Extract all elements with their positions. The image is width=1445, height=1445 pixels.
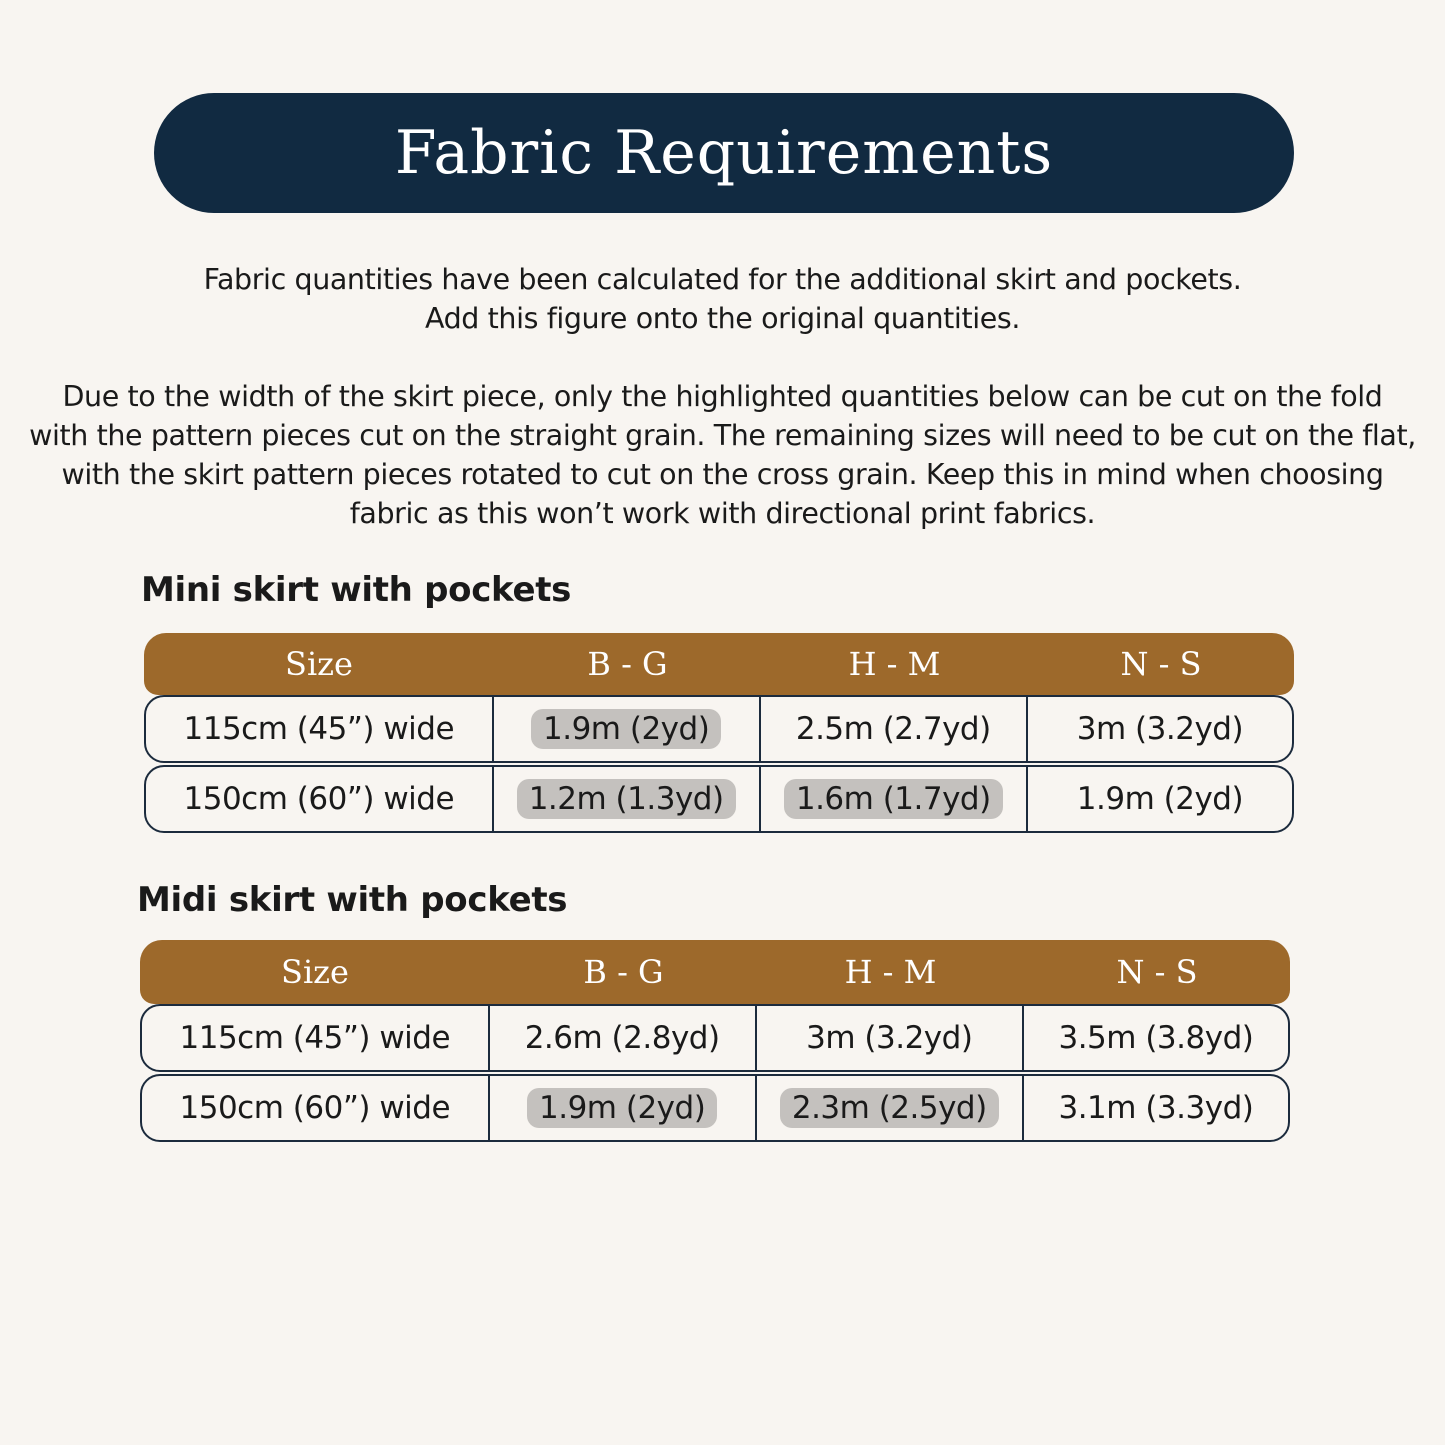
intro-line: Fabric quantities have been calculated for the additional skirt and pockets. [203,263,1242,296]
table-row [144,765,1294,833]
midi-fabric-table [140,940,1290,1142]
row-label: 115cm (45”) wide [183,711,455,747]
row-label: 150cm (60”) wide [179,1090,451,1126]
mini-section-title: Mini skirt with pockets [141,570,572,610]
quantity-cell [492,767,759,831]
midi-section-title: Midi skirt with pockets [137,880,568,920]
quantity-cell [759,767,1026,831]
quantity-cell [1022,1076,1288,1140]
intro-line: Add this figure onto the original quantities. [425,302,1020,335]
header-b-g: B - G [587,645,668,683]
quantity-cell [1026,767,1292,831]
quantity-cell [755,1006,1022,1070]
mini-fabric-table [144,633,1294,833]
highlighted-quantity: 1.9m (2yd) [527,1088,717,1128]
intro-text [0,260,1445,533]
intro-line: with the skirt pattern pieces rotated to cut on the cross grain. Keep this in mind when choosing [61,458,1384,491]
quantity-cell [488,1076,755,1140]
quantity: 1.9m (2yd) [1076,781,1244,817]
table-row [140,1004,1290,1072]
header-h-m: H - M [848,645,941,683]
quantity: 2.6m (2.8yd) [524,1020,720,1056]
highlighted-quantity: 1.9m (2yd) [531,709,721,749]
quantity-cell [492,697,759,761]
title-banner [154,93,1294,213]
highlighted-quantity: 1.6m (1.7yd) [784,779,1003,819]
quantity: 3.5m (3.8yd) [1058,1020,1254,1056]
header-h-m: H - M [844,953,937,991]
quantity-cell [1026,697,1292,761]
header-size: Size [281,953,349,991]
page-title: Fabric Requirements [394,118,1054,188]
table-row [144,695,1294,763]
header-size: Size [285,645,353,683]
quantity: 2.5m (2.7yd) [795,711,991,747]
intro-line: Due to the width of the skirt piece, only the highlighted quantities below can be cut on the fold [62,380,1383,413]
highlighted-quantity: 2.3m (2.5yd) [780,1088,999,1128]
intro-line: fabric as this won’t work with directional print fabrics. [349,497,1096,530]
intro-line: with the pattern pieces cut on the straight grain. The remaining sizes will need to be cut on the flat, [29,419,1416,452]
header-n-s: N - S [1116,953,1198,991]
quantity: 3.1m (3.3yd) [1058,1090,1254,1126]
quantity-cell [755,1076,1022,1140]
table-row [140,1074,1290,1142]
quantity: 3m (3.2yd) [1076,711,1244,747]
quantity: 3m (3.2yd) [806,1020,973,1056]
header-b-g: B - G [583,953,664,991]
highlighted-quantity: 1.2m (1.3yd) [517,779,736,819]
quantity-cell [759,697,1026,761]
quantity-cell [1022,1006,1288,1070]
midi-table-header [140,940,1290,1004]
row-label: 115cm (45”) wide [179,1020,451,1056]
row-label: 150cm (60”) wide [183,781,455,817]
mini-table-header [144,633,1294,695]
header-n-s: N - S [1120,645,1202,683]
quantity-cell [488,1006,755,1070]
